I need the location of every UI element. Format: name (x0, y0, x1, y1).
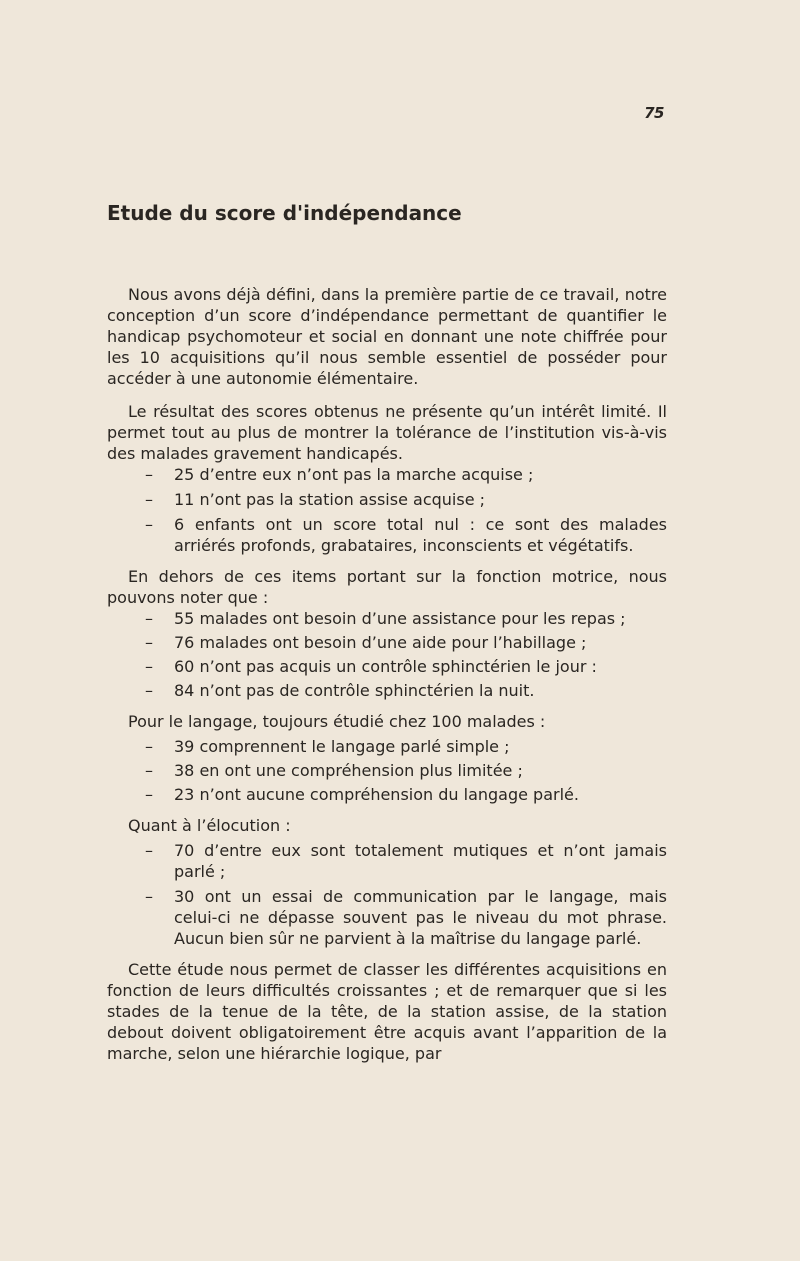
list-item (107, 514, 667, 556)
list-item-text: 55 malades ont besoin d’une assistance pour les repas ; (174, 609, 626, 628)
paragraph: Le résultat des scores obtenus ne présente qu’un intérêt limité. Il permet tout au plus de montrer la tolérance de l’institution vis-à-vis des malades gravement handicapés. (107, 402, 667, 463)
list-motor (107, 608, 667, 701)
list-item-text: 76 malades ont besoin d’une aide pour l’habillage ; (174, 633, 587, 652)
list-item (107, 736, 667, 757)
paragraph: Quant à l’élocution : (128, 816, 291, 835)
dash-bullet: – (145, 681, 153, 700)
section-heading: Etude du score d'indépendance (107, 201, 462, 225)
list-item (107, 608, 667, 629)
list-item-text: 39 comprennent le langage parlé simple ; (174, 737, 510, 756)
list-item-text: 25 d’entre eux n’ont pas la marche acquise ; (174, 465, 534, 484)
list-item-text: 70 d’entre eux sont totalement mutiques et n’ont jamais parlé ; (174, 841, 667, 881)
dash-bullet: – (145, 785, 153, 804)
dash-bullet: – (145, 490, 153, 509)
dash-bullet: – (145, 737, 153, 756)
list-item-text: 23 n’ont aucune compréhension du langage parlé. (174, 785, 579, 804)
dash-bullet: – (145, 609, 153, 628)
list-item-text: 30 ont un essai de communication par le langage, mais celui-ci ne dépasse souvent pas le niveau du mot phrase. Aucun bien sûr ne parvient à la maîtrise du langage parlé. (174, 887, 667, 948)
list-item (107, 464, 667, 485)
list-item (107, 680, 667, 701)
dash-bullet: – (145, 465, 153, 484)
list-item (107, 784, 667, 805)
list-item-text: 84 n’ont pas de contrôle sphinctérien la nuit. (174, 681, 535, 700)
dash-bullet: – (145, 633, 153, 652)
dash-bullet: – (145, 515, 153, 534)
list-item-text: 38 en ont une compréhension plus limitée ; (174, 761, 523, 780)
list-item (107, 886, 667, 949)
dash-bullet: – (145, 841, 153, 860)
list-language (107, 736, 667, 805)
paragraph: Nous avons déjà défini, dans la première partie de ce travail, notre conception d’un score d’indépendance permettant de quantifier le handicap psychomoteur et social en donnant une note chiffrée pour les 10 acquisitions qu’il nous semble essentiel de posséder pour accéder à une autonomie élémentaire. (107, 285, 667, 388)
list-item-text: 60 n’ont pas acquis un contrôle sphinctérien le jour : (174, 657, 597, 676)
list-scores (107, 464, 667, 556)
list-item (107, 760, 667, 781)
dash-bullet: – (145, 657, 153, 676)
paragraph: Pour le langage, toujours étudié chez 100 malades : (128, 712, 546, 731)
paragraph: En dehors de ces items portant sur la fonction motrice, nous pouvons noter que : (107, 567, 667, 607)
list-item-text: 11 n’ont pas la station assise acquise ; (174, 490, 486, 509)
list-item (107, 656, 667, 677)
list-item-text: 6 enfants ont un score total nul : ce sont des malades arriérés profonds, grabataires, inconscients et végétatifs. (174, 515, 667, 555)
body-text (107, 284, 667, 1064)
paragraph: Cette étude nous permet de classer les différentes acquisitions en fonction de leurs difficultés croissantes ; et de remarquer que si les stades de la tenue de la tête, de la station assise, de la station debout doivent obligatoirement être acquis avant l’apparition de la marche, selon une hiérarchie logique, par (107, 960, 667, 1063)
dash-bullet: – (145, 887, 153, 906)
page-number: 75 (644, 104, 664, 122)
dash-bullet: – (145, 761, 153, 780)
list-speech (107, 840, 667, 949)
list-item (107, 632, 667, 653)
list-item (107, 840, 667, 882)
list-item (107, 489, 667, 510)
